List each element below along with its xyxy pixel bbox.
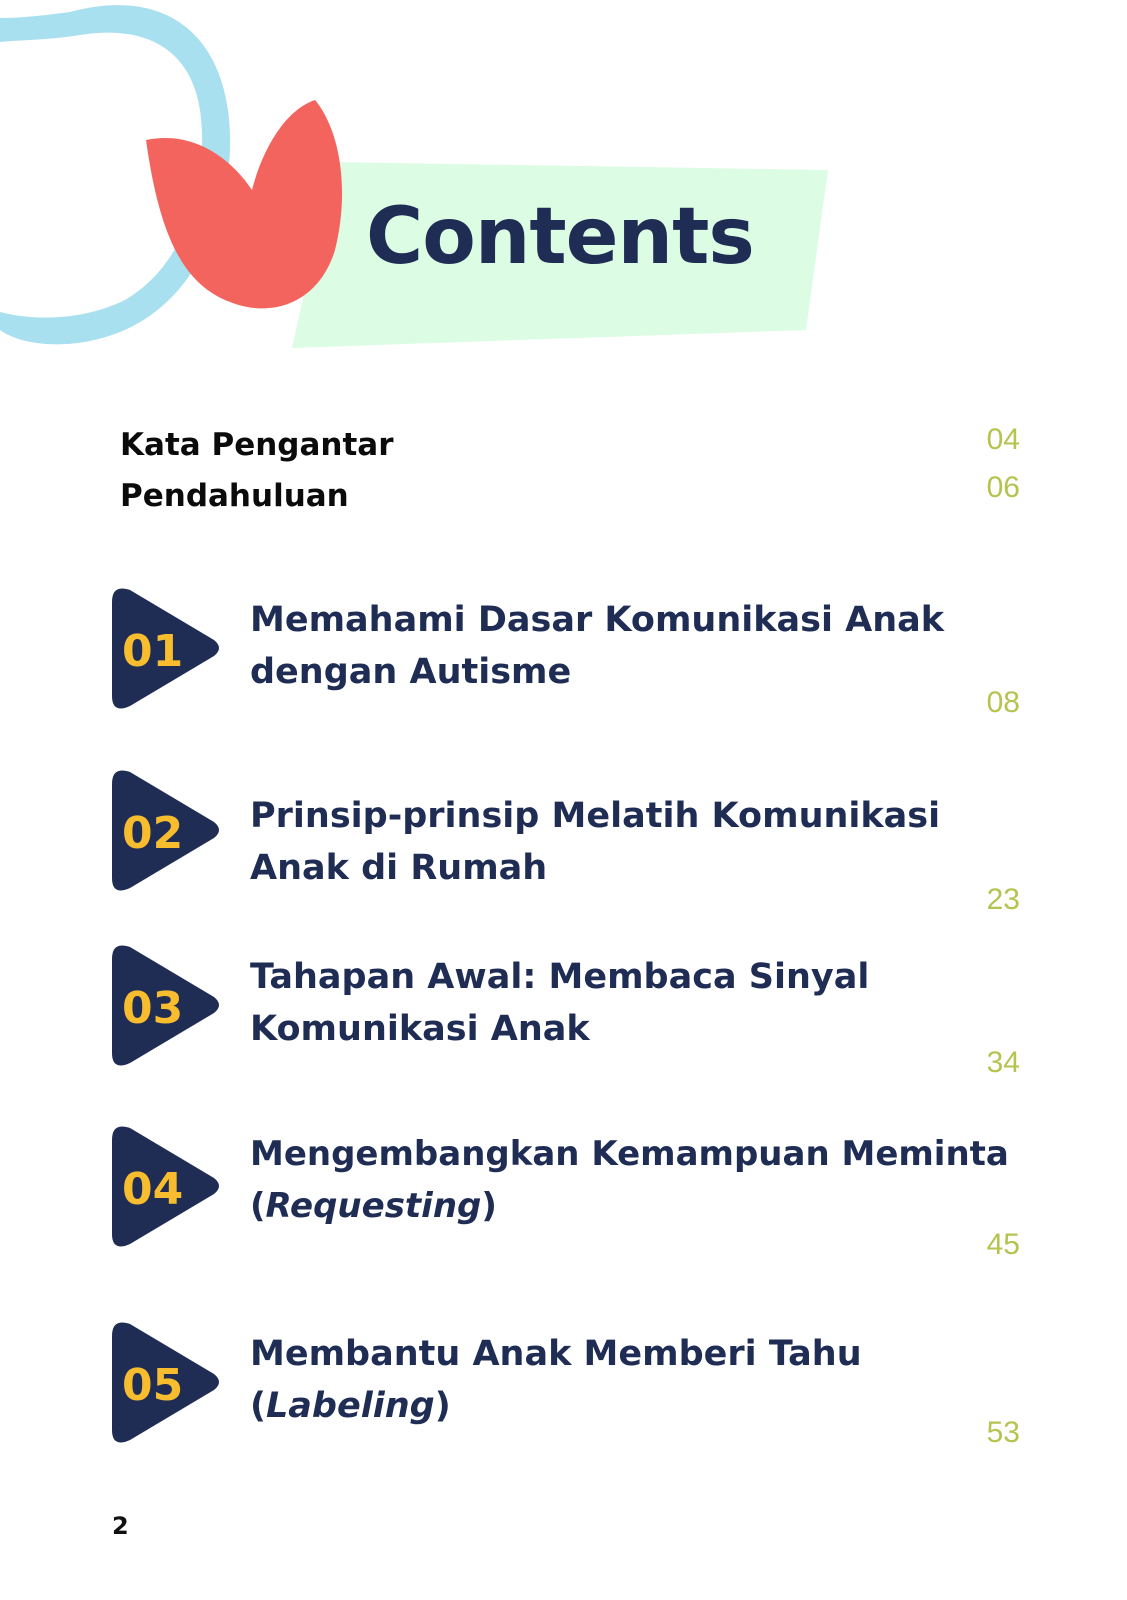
chapter-title-line2: dengan Autisme: [250, 652, 572, 692]
chapter-title-italic: Labeling: [266, 1386, 435, 1426]
chapter-page-number: 08: [986, 686, 1020, 719]
chapter-title: [250, 594, 1020, 698]
paren-close: ): [481, 1186, 497, 1226]
chapter-title: [250, 790, 1020, 894]
triangle-badge-icon: [110, 1126, 222, 1254]
chapter-entry-03[interactable]: [110, 945, 1040, 1085]
chapter-page-number: 45: [986, 1228, 1020, 1261]
chapter-title-line2: [250, 1380, 1020, 1432]
chapter-title-line1: Prinsip-prinsip Melatih Komunikasi: [250, 796, 941, 836]
triangle-badge-icon: [110, 945, 222, 1073]
chapter-title-line1: Membantu Anak Memberi Tahu: [250, 1334, 862, 1374]
chapter-title-line2: Anak di Rumah: [250, 848, 548, 888]
triangle-badge-icon: [110, 770, 222, 898]
front-page-number: 06: [986, 471, 1020, 504]
chapter-title: [250, 1128, 1050, 1232]
chapter-title-line1: Mengembangkan Kemampuan Meminta: [250, 1134, 1009, 1174]
paren-close: ): [434, 1386, 451, 1426]
chapter-number: 05: [122, 1360, 184, 1411]
chapter-entry-04[interactable]: [110, 1126, 1040, 1266]
footer-page-number: 2: [112, 1512, 129, 1540]
chapter-entry-01[interactable]: [110, 588, 1040, 728]
chapter-title-line1: Memahami Dasar Komunikasi Anak: [250, 600, 945, 640]
page-title: Contents: [366, 192, 754, 282]
chapter-page-number: 34: [986, 1046, 1020, 1079]
chapter-title: [250, 951, 1020, 1055]
header-decoration: [0, 0, 1127, 380]
chapter-entry-02[interactable]: [110, 770, 1040, 910]
chapter-entry-05[interactable]: [110, 1322, 1040, 1462]
chapter-title-italic: Requesting: [265, 1186, 482, 1226]
front-item-kata-pengantar: Kata Pengantar: [120, 427, 394, 463]
chapter-page-number: 53: [986, 1416, 1020, 1449]
chapter-title-line2: Komunikasi Anak: [250, 1009, 590, 1049]
chapter-number: 02: [122, 808, 184, 859]
chapter-number: 01: [122, 626, 184, 677]
chapter-number: 03: [122, 983, 184, 1034]
triangle-badge-icon: [110, 1322, 222, 1450]
chapter-title-line2: [250, 1180, 1050, 1232]
chapter-number: 04: [122, 1164, 184, 1215]
chapter-page-number: 23: [986, 883, 1020, 916]
front-item-pendahuluan: Pendahuluan: [120, 478, 349, 514]
chapter-title: [250, 1328, 1020, 1432]
chapter-title-line1: Tahapan Awal: Membaca Sinyal: [250, 957, 870, 997]
paren-open: (: [250, 1386, 266, 1426]
triangle-badge-icon: [110, 588, 222, 716]
paren-open: (: [250, 1186, 266, 1226]
front-page-number: 04: [986, 423, 1020, 456]
